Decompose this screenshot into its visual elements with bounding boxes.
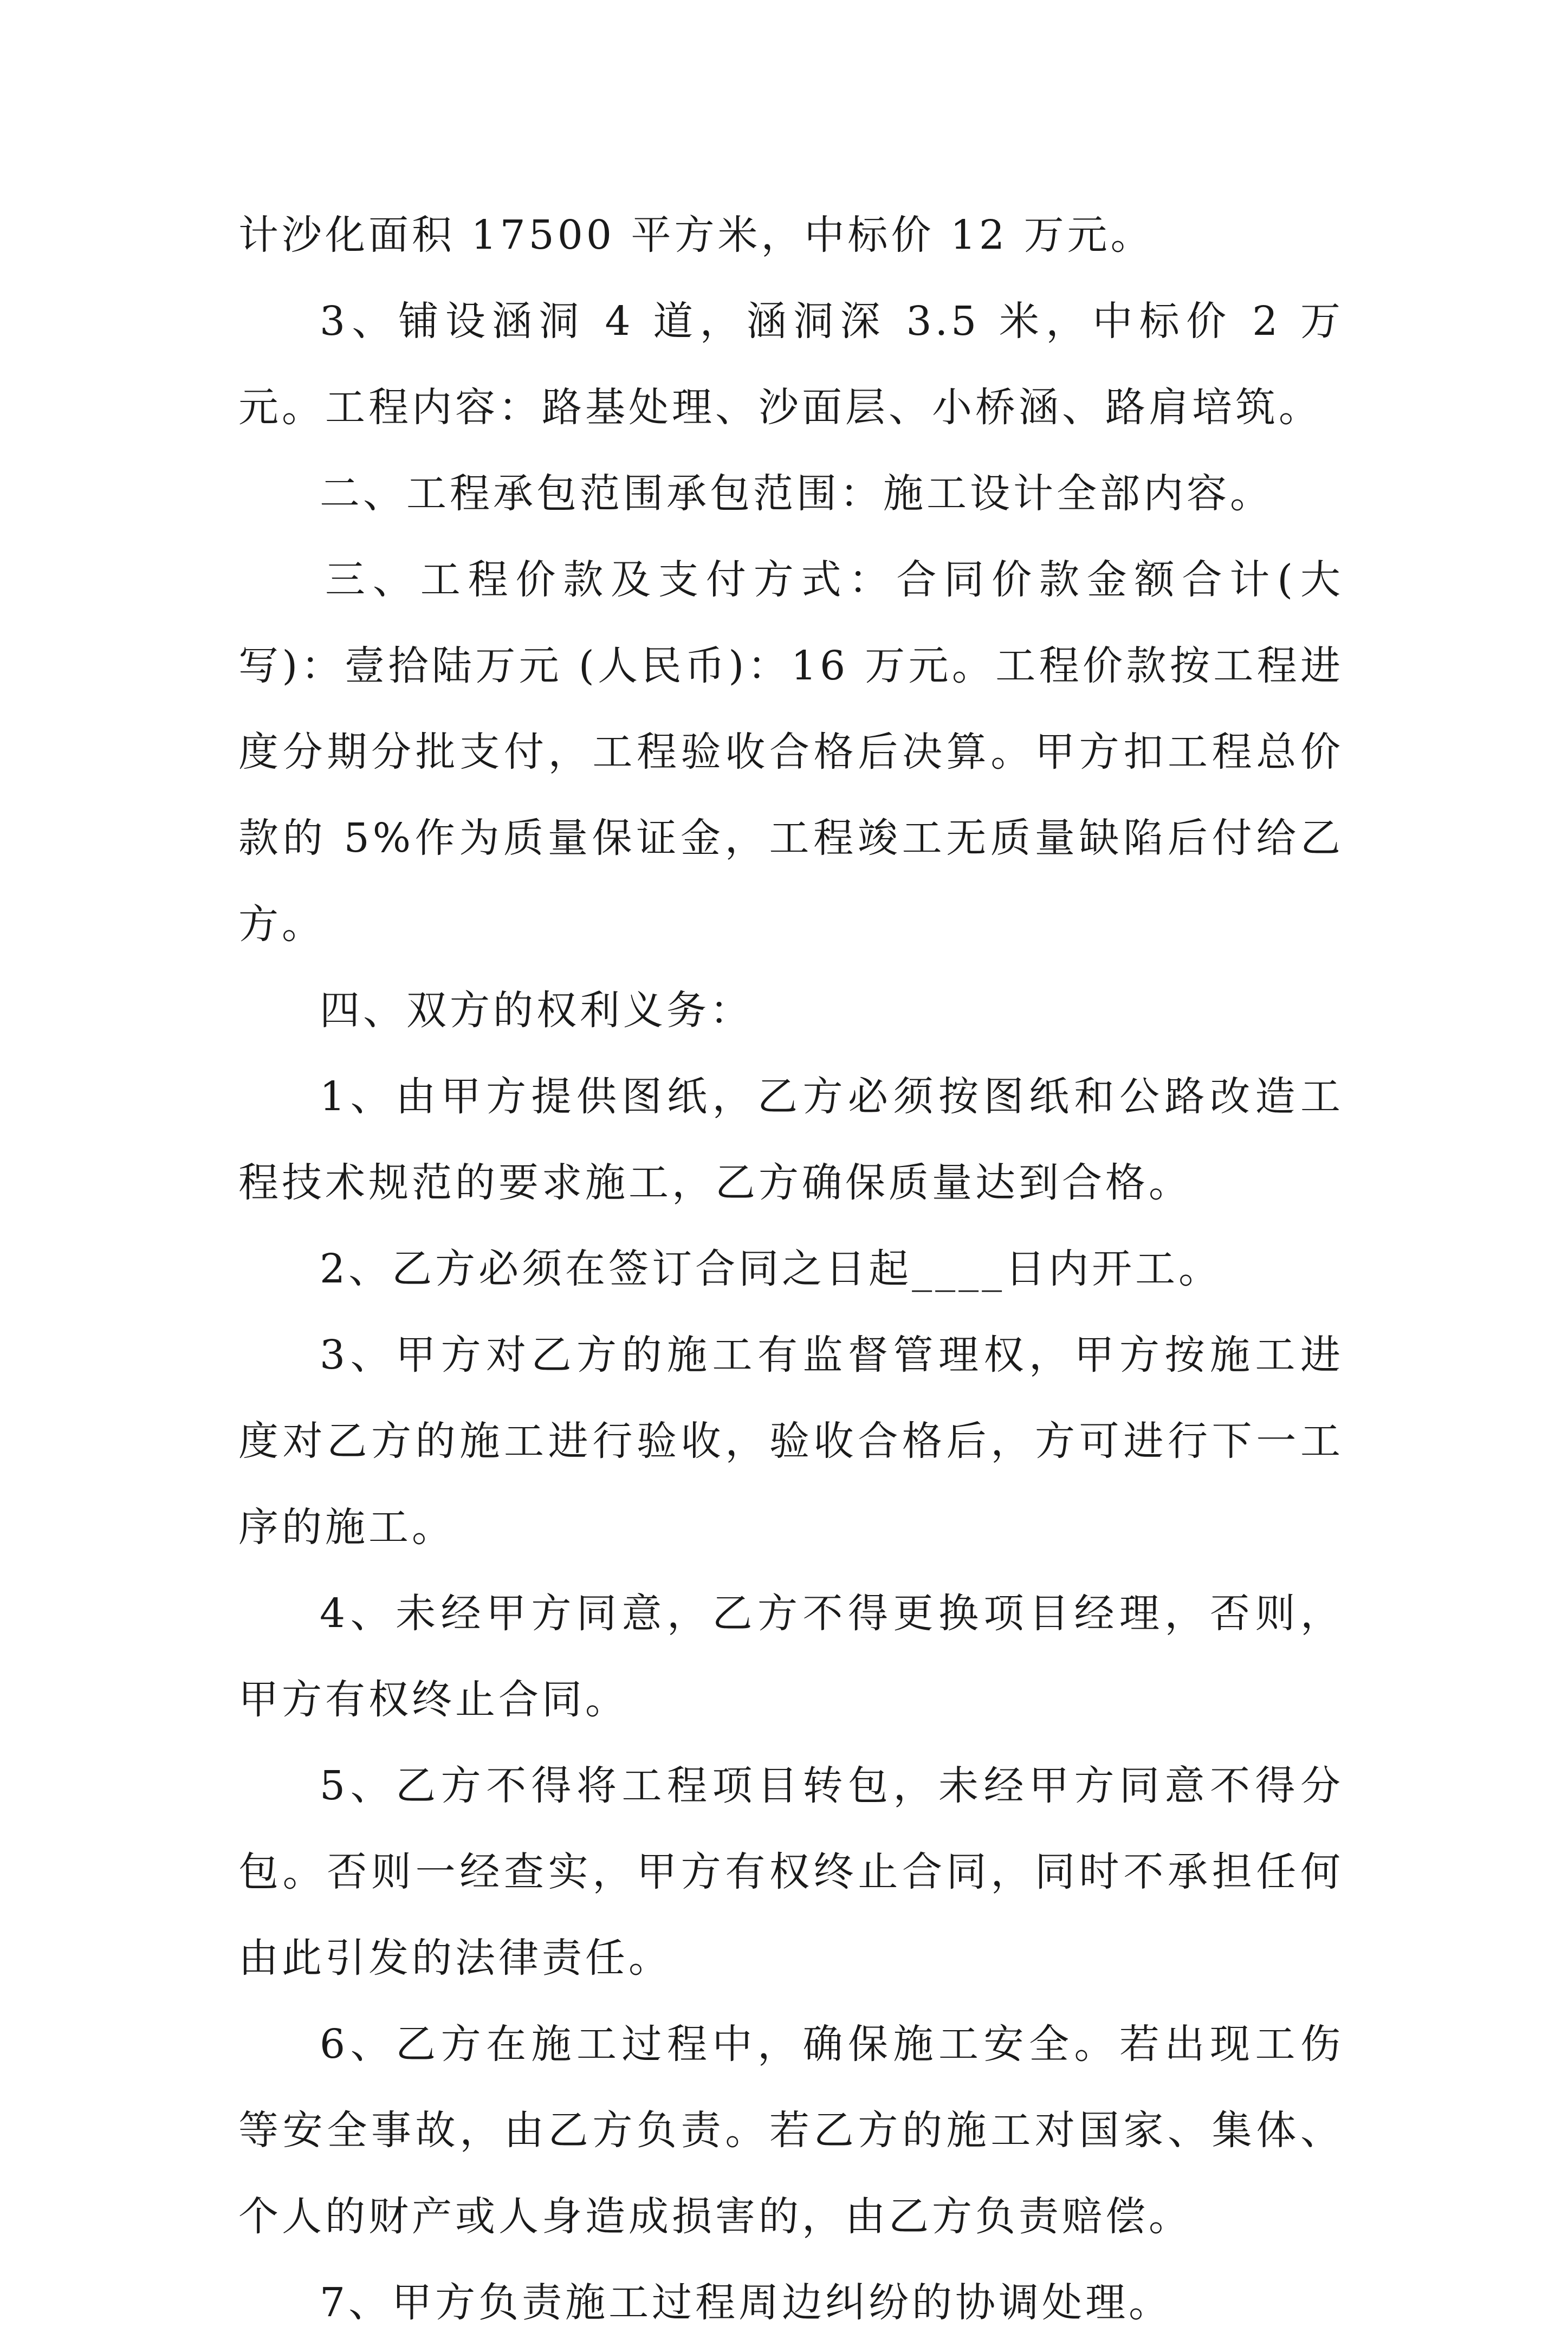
paragraph-culvert: 3、铺设涵洞 4 道，涵洞深 3.5 米，中标价 2 万元。工程内容：路基处理、沙面层、小桥涵、路肩培筑。 xyxy=(238,298,1344,431)
document-body xyxy=(238,192,1344,2346)
paragraph-item-5: 5、乙方不得将工程项目转包，未经甲方同意不得分包。否则一经查实，甲方有权终止合同，同时不承担任何由此引发的法律责任。 xyxy=(238,1762,1344,1981)
paragraph-item-2: 2、乙方必须在签订合同之日起____日内开工。 xyxy=(320,1246,1222,1292)
paragraph-rights-heading: 四、双方的权利义务： xyxy=(320,987,753,1034)
paragraph-price-payment: 三、工程价款及支付方式：合同价款金额合计(大写)：壹拾陆万元 (人民币)：16 万元。工程价款按工程进度分期分批支付，工程验收合格后决算。甲方扣工程总价款的 5%作为质量保证金，工程竣工无质量缺陷后付给乙方。 xyxy=(238,556,1344,948)
paragraph-item-4: 4、未经甲方同意，乙方不得更换项目经理，否则，甲方有权终止合同。 xyxy=(238,1590,1344,1723)
paragraph-item-1: 1、由甲方提供图纸，乙方必须按图纸和公路改造工程技术规范的要求施工，乙方确保质量达到合格。 xyxy=(238,1073,1344,1206)
paragraph-contract-scope: 二、工程承包范围承包范围：施工设计全部内容。 xyxy=(320,470,1273,517)
paragraph-sand-area: 计沙化面积 17500 平方米，中标价 12 万元。 xyxy=(238,212,1154,258)
paragraph-item-3: 3、甲方对乙方的施工有监督管理权，甲方按施工进度对乙方的施工进行验收，验收合格后，方可进行下一工序的施工。 xyxy=(238,1332,1344,1551)
paragraph-item-7: 7、甲方负责施工过程周边纠纷的协调处理。 xyxy=(320,2279,1172,2326)
paragraph-item-6: 6、乙方在施工过程中，确保施工安全。若出现工伤等安全事故，由乙方负责。若乙方的施工对国家、集体、个人的财产或人身造成损害的，由乙方负责赔偿。 xyxy=(238,2021,1344,2240)
